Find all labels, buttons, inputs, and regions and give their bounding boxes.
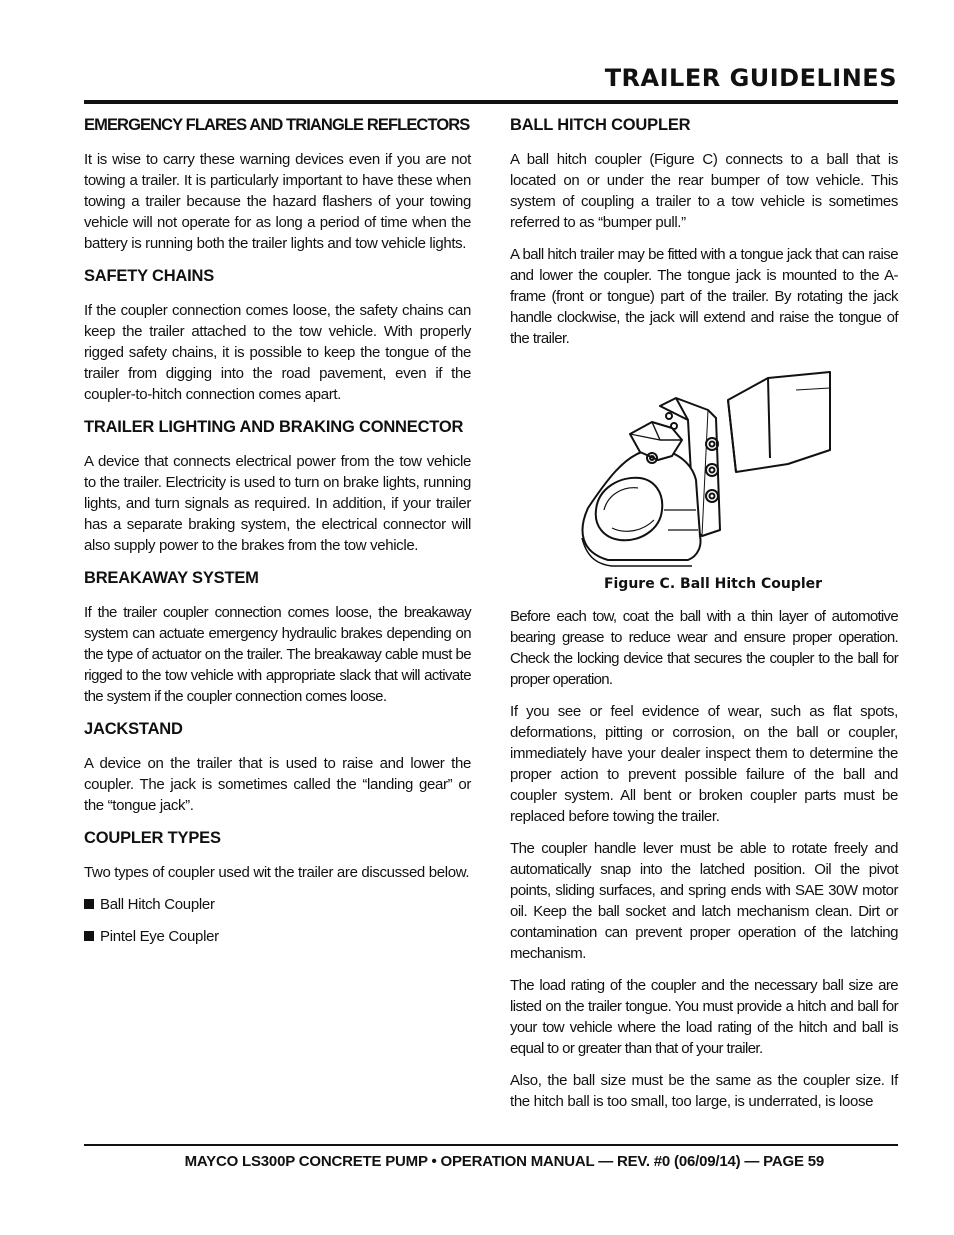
page-footer <box>84 1153 898 1170</box>
heading-breakaway-system: BREAKAWAY SYSTEM <box>84 569 259 587</box>
heading-emergency-flares: EMERGENCY FLARES AND TRIANGLE REFLECTORS <box>84 116 470 134</box>
section-lighting-connector <box>84 416 471 556</box>
list-item-label: Ball Hitch Coupler <box>100 896 215 913</box>
text-coupler-handle: The coupler handle lever must be able to rotate freely and automatically snap into the latched position. Oil the pivot points, sliding surfaces, and spring ends with SAE 30W motor oil. Keep the ball socket and latch mechanism clean. Dirt or contamination can prevent proper operation of the latching mechanism. <box>510 840 898 962</box>
coupler-types-list <box>84 894 471 947</box>
figure-ball-hitch-coupler <box>510 360 898 592</box>
bullet-square-icon <box>84 931 94 941</box>
figure-caption: Figure C. Ball Hitch Coupler <box>603 576 823 592</box>
heading-lighting-connector: TRAILER LIGHTING AND BRAKING CONNECTOR <box>84 418 464 436</box>
text-emergency-flares: It is wise to carry these warning devices even if you are not towing a trailer. It is particularly important to have these when towing a trailer because the hazard flashers of your towing vehicle will not operate for as long a period of time when the battery is running both the trailer lights and tow vehicle lights. <box>84 151 471 252</box>
section-safety-chains <box>84 265 471 405</box>
section-jackstand <box>84 718 471 816</box>
page-title: TRAILER GUIDELINES <box>604 64 897 92</box>
section-breakaway-system <box>84 567 471 707</box>
bullet-square-icon <box>84 899 94 909</box>
list-item <box>84 926 471 947</box>
text-coupler-types: Two types of coupler used wit the trailer are discussed below. <box>84 864 470 881</box>
right-column <box>510 114 898 1123</box>
text-ball-hitch-1: A ball hitch coupler (Figure C) connects to a ball that is located on or under the rear bumper of tow vehicle. This system of coupling a trailer to a tow vehicle is sometimes referred to as “bumper pull.” <box>510 151 898 231</box>
text-breakaway-system: If the trailer coupler connection comes loose, the breakaway system can actuate emergency hydraulic brakes depending on the type of actuator on the trailer. The breakaway cable must be rigged to the tow vehicle with appropriate slack that will activate the system if the coupler connection comes loose. <box>84 604 471 705</box>
text-safety-chains: If the coupler connection comes loose, the safety chains can keep the trailer attached to the tow vehicle. With properly rigged safety chains, it is possible to keep the tongue of the trailer from digging into the road pavement, even if the coupler-to-hitch connection comes apart. <box>84 302 471 403</box>
heading-safety-chains: SAFETY CHAINS <box>84 267 215 285</box>
section-emergency-flares <box>84 114 471 254</box>
text-before-each-tow: Before each tow, coat the ball with a thin layer of automotive bearing grease to reduce wear and ensure proper operation. Check the locking device that secures the coupler to the ball for proper operation. <box>510 608 898 688</box>
footer-rule <box>84 1144 898 1146</box>
text-wear-evidence: If you see or feel evidence of wear, such as flat spots, deformations, pitting or corrosion, on the ball or coupler, immediately have your dealer inspect them to determine the proper action to prevent possible failure of the ball and coupler system. All bent or broken coupler parts must be replaced before towing the trailer. <box>510 703 898 825</box>
list-item-label: Pintel Eye Coupler <box>100 928 219 945</box>
text-ball-hitch-2: A ball hitch trailer may be fitted with a tongue jack that can raise and lower the coupler. The tongue jack is mounted to the A-frame (front or tongue) part of the trailer. By rotating the jack handle clockwise, the jack will extend and raise the tongue of the trailer. <box>510 246 898 347</box>
section-coupler-types <box>84 827 471 947</box>
footer-text: MAYCO LS300P CONCRETE PUMP • OPERATION MANUAL — REV. #0 (06/09/14) — PAGE 59 <box>184 1153 824 1170</box>
heading-coupler-types: COUPLER TYPES <box>84 829 221 847</box>
text-load-rating: The load rating of the coupler and the necessary ball size are listed on the trailer tongue. You must provide a hitch and ball for your tow vehicle where the load rating of the hitch and ball is equal to or greater than that of your trailer. <box>510 977 898 1057</box>
left-column <box>84 114 471 958</box>
heading-jackstand: JACKSTAND <box>84 720 183 738</box>
text-jackstand: A device on the trailer that is used to raise and lower the coupler. The jack is sometimes called the “landing gear” or the “tongue jack”. <box>84 755 471 814</box>
header-rule <box>84 100 898 104</box>
section-ball-hitch-coupler <box>510 114 898 349</box>
list-item <box>84 894 471 915</box>
text-lighting-connector: A device that connects electrical power from the tow vehicle to the trailer. Electricity is used to turn on brake lights, running lights, and turn signals as required. In addition, if your trailer has a separate braking system, the electrical connector will also supply power to the brakes from the tow vehicle. <box>84 453 471 554</box>
heading-ball-hitch-coupler: BALL HITCH COUPLER <box>510 116 691 134</box>
text-ball-size: Also, the ball size must be the same as the coupler size. If the hitch ball is too small, too large, is underrated, is loose <box>510 1072 898 1110</box>
ball-hitch-coupler-illustration <box>568 360 838 570</box>
